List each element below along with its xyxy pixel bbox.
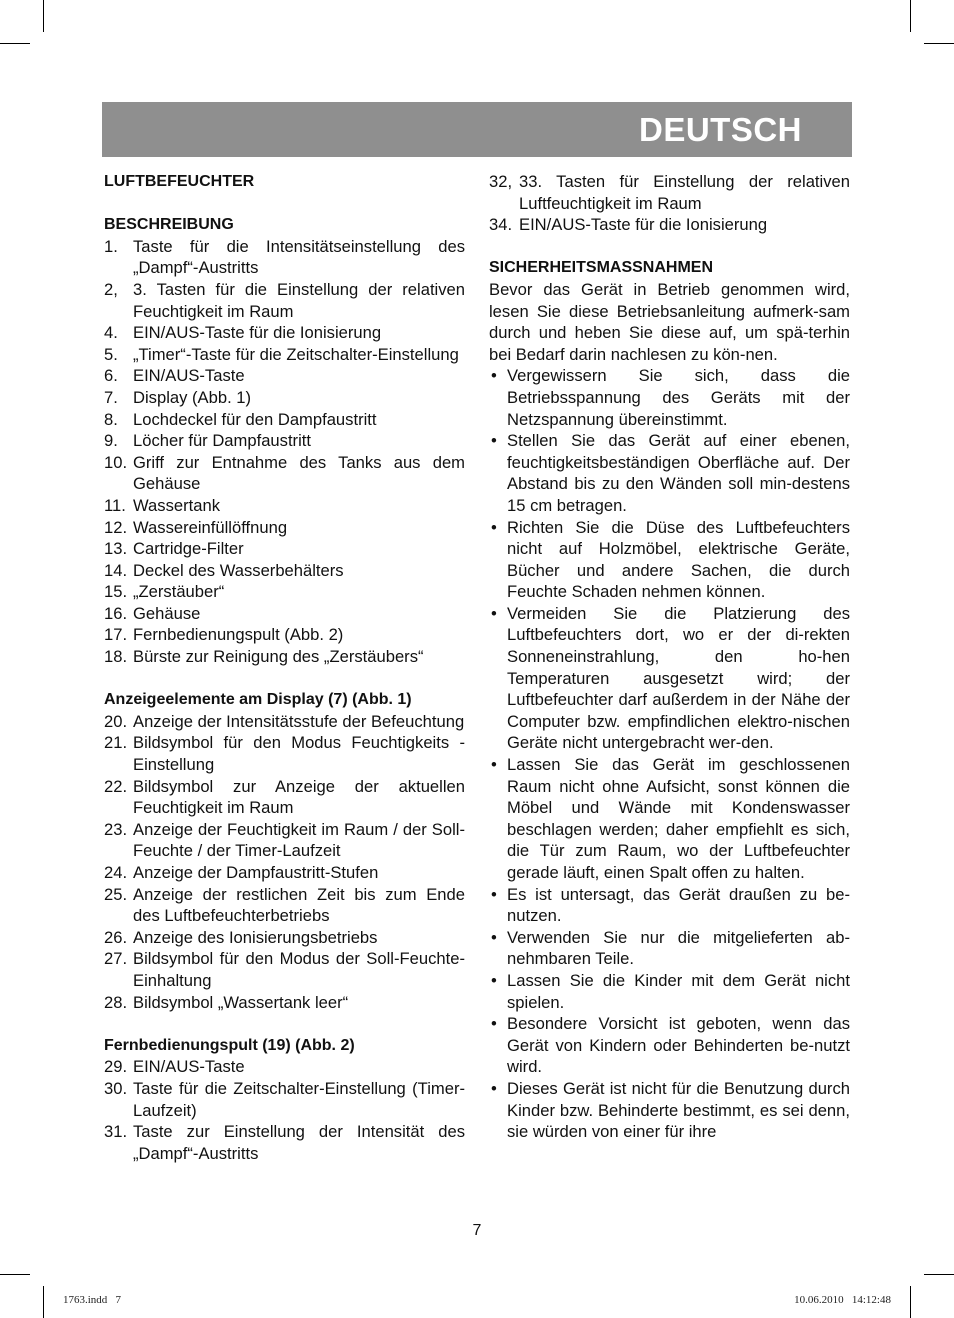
item-text: „Timer“-Taste für die Zeitschalter-Einstellung: [133, 344, 459, 364]
bullet-text: Lassen Sie die Kinder mit dem Gerät nicht spielen.: [507, 970, 850, 1012]
item-number: 34.: [489, 215, 513, 235]
list-item: [104, 387, 465, 409]
left-column: [104, 171, 465, 1164]
list-item: [104, 236, 465, 279]
item-number: 22.: [104, 776, 128, 796]
description-list: [104, 236, 465, 668]
item-number: 10.: [104, 452, 128, 472]
item-number: 4.: [104, 323, 118, 343]
item-text: Bildsymbol „Wassertank leer“: [133, 992, 349, 1012]
item-text: 3. Tasten für die Einstellung der relativen Feuchtigkeit im Raum: [133, 279, 465, 321]
list-item: [104, 322, 465, 344]
crop-mark: [0, 43, 30, 44]
item-text: EIN/AUS-Taste für die Ionisierung: [133, 323, 382, 343]
item-text: Wassereinfüllöffnung: [133, 517, 288, 537]
item-text: Taste für die Zeitschalter-Einstellung (Timer-Laufzeit): [133, 1078, 465, 1120]
list-item: [104, 884, 465, 927]
bullet-icon: •: [491, 927, 497, 947]
crop-mark: [924, 43, 954, 44]
crop-mark: [43, 0, 44, 32]
bullet-text: Stellen Sie das Gerät auf einer ebenen, feuchtigkeitsbeständigen Oberfläche auf. Der Abstand bis zu den Wänden soll min-destens 15 cm betragen.: [507, 431, 850, 515]
list-item: [104, 452, 465, 495]
item-text: Bildsymbol für den Modus der Soll-Feuchte-Einhaltung: [133, 949, 465, 990]
slug-date: 10.06.2010 14:12:48: [794, 1294, 891, 1306]
item-number: 17.: [104, 625, 128, 645]
item-number: 11.: [104, 495, 126, 515]
list-item: [104, 624, 465, 646]
list-item: [104, 365, 465, 387]
language-title: DEUTSCH: [638, 111, 802, 148]
bullet-icon: •: [491, 755, 497, 775]
item-number: 2,: [104, 279, 118, 299]
bullet-icon: •: [491, 431, 497, 451]
item-number: 9.: [104, 431, 118, 451]
list-item: [104, 927, 465, 949]
list-item: [104, 732, 465, 775]
item-text: Anzeige des Ionisierungsbetriebs: [133, 927, 378, 947]
safety-bullet: [489, 884, 850, 927]
item-text: Taste zur Einstellung der Intensität des „Dampf“-Austritts: [133, 1122, 465, 1163]
item-text: Anzeige der Dampfaustritt-Stufen: [133, 863, 379, 882]
right-column: [489, 171, 850, 1143]
item-number: 32,: [489, 172, 513, 191]
safety-heading: SICHERHEITSMASSNAHMEN: [489, 259, 714, 277]
safety-bullet: [489, 603, 850, 754]
list-item: [104, 1121, 465, 1164]
crop-mark: [910, 1286, 911, 1318]
item-text: „Zerstäuber“: [133, 582, 225, 602]
item-text: Anzeige der restlichen Zeit bis zum Ende des Luftbefeuchterbetriebs: [133, 884, 465, 926]
list-item: [104, 819, 465, 862]
list-item: [104, 776, 465, 819]
bullet-text: Verwenden Sie nur die mitgelieferten ab-nehmbaren Teile.: [507, 927, 850, 969]
remote-list: [104, 1056, 465, 1164]
bullet-icon: •: [491, 603, 497, 623]
item-text: 33. Tasten für Einstellung der relativen Luftfeuchtigkeit im Raum: [519, 172, 850, 213]
item-text: Fernbedienungspult (Abb. 2): [133, 625, 344, 645]
item-text: Löcher für Dampfaustritt: [133, 431, 311, 451]
safety-bullet: [489, 365, 850, 430]
item-number: 18.: [104, 647, 128, 667]
safety-bullet: [489, 430, 850, 516]
item-number: 25.: [104, 884, 128, 904]
bullet-icon: •: [491, 884, 497, 904]
item-text: Taste für die Intensitätseinstellung des „Dampf“-Austritts: [133, 236, 465, 278]
safety-bullet: [489, 1013, 850, 1078]
item-number: 21.: [104, 733, 128, 753]
list-item: [104, 538, 465, 560]
crop-mark: [0, 1274, 30, 1275]
item-text: Lochdeckel für den Dampfaustritt: [133, 409, 377, 429]
item-number: 26.: [104, 927, 128, 947]
item-text: Anzeige der Feuchtigkeit im Raum / der Soll-Feuchte / der Timer-Laufzeit: [133, 819, 465, 861]
item-text: Anzeige der Intensitätsstufe der Befeuchtung: [133, 711, 465, 731]
list-item: [104, 862, 465, 884]
list-item: [104, 560, 465, 582]
safety-bullet: [489, 970, 850, 1013]
item-text: Deckel des Wasserbehälters: [133, 560, 344, 580]
item-number: 7.: [104, 387, 118, 407]
bullet-icon: •: [491, 970, 497, 990]
safety-bullet: [489, 754, 850, 884]
item-number: 5.: [104, 344, 118, 364]
item-text: Cartridge-Filter: [133, 539, 244, 559]
item-number: 30.: [104, 1078, 128, 1098]
safety-list: [489, 365, 850, 1142]
slug-file: 1763.indd 7: [63, 1294, 122, 1306]
item-text: Bildsymbol zur Anzeige der aktuellen Feuchtigkeit im Raum: [133, 776, 465, 818]
item-number: 6.: [104, 366, 118, 386]
crop-mark: [910, 0, 911, 32]
item-number: 15.: [104, 582, 128, 602]
list-item: [104, 495, 465, 517]
item-number: 20.: [104, 711, 128, 731]
item-text: Display (Abb. 1): [133, 387, 252, 407]
description-heading: BESCHREIBUNG: [104, 216, 234, 234]
crop-mark: [43, 1286, 44, 1318]
item-number: 16.: [104, 603, 128, 623]
bullet-icon: •: [491, 517, 497, 537]
item-number: 8.: [104, 409, 118, 429]
bullet-text: Vermeiden Sie die Platzierung des Luftbefeuchters dort, wo er der di-rekten Sonneneinstrahlung, den ho-hen Temperaturen ausgesetzt wird; der Luftbefeuchter darf außerdem in der Nähe der Computer bzw. empfindlichen elektro-nischen Geräte nicht untergebracht wer-den.: [507, 603, 850, 753]
bullet-icon: •: [491, 1014, 497, 1034]
bullet-text: Lassen Sie das Gerät im geschlossenen Raum nicht ohne Aufsicht, sonst können die Möbel und Wände mit Kondenswasser beschlagen werden; daher empfiehlt es sich, die Tür zum Raum, wo der Luftbefeuchter gerade läuft, einen Spalt offen zu halten.: [507, 755, 850, 882]
safety-bullet: [489, 927, 850, 970]
list-item: [104, 409, 465, 431]
bullet-text: Es ist untersagt, das Gerät draußen zu be-nutzen.: [507, 884, 850, 926]
bullet-text: Richten Sie die Düse des Luftbefeuchters nicht auf Holzmöbel, elektrische Geräte, Bücher und andere Sachen, die durch Feuchte Schaden nehmen können.: [507, 517, 850, 602]
item-text: EIN/AUS-Taste: [133, 1057, 245, 1077]
item-number: 13.: [104, 539, 128, 559]
item-text: Bildsymbol für den Modus Feuchtigkeits -Einstellung: [133, 733, 465, 775]
display-heading: Anzeigeelemente am Display (7) (Abb. 1): [104, 691, 412, 709]
list-item: [104, 603, 465, 625]
list-item: [104, 646, 465, 668]
item-text: EIN/AUS-Taste: [133, 366, 245, 386]
display-list: [104, 711, 465, 1013]
item-number: 12.: [104, 517, 128, 537]
list-item: [104, 344, 465, 366]
bullet-text: Dieses Gerät ist nicht für die Benutzung durch Kinder bzw. Behinderte bestimmt, es sei denn, sie würden von einer für ihre: [507, 1078, 850, 1142]
list-item: [104, 948, 465, 991]
item-text: Bürste zur Reinigung des „Zerstäubers“: [133, 647, 424, 667]
item-text: Wassertank: [133, 495, 220, 515]
list-item: [489, 171, 850, 214]
item-number: 27.: [104, 949, 128, 969]
bullet-icon: •: [491, 366, 497, 386]
remote-heading: Fernbedienungspult (19) (Abb. 2): [104, 1036, 355, 1054]
list-item: [104, 1078, 465, 1121]
list-item: [104, 279, 465, 322]
item-text: Griff zur Entnahme des Tanks aus dem Gehäuse: [133, 452, 465, 494]
remote-list-continued: [489, 171, 850, 236]
item-number: 23.: [104, 819, 128, 839]
list-item: [104, 581, 465, 603]
item-number: 14.: [104, 560, 128, 580]
list-item: [104, 1056, 465, 1078]
item-number: 24.: [104, 863, 128, 882]
list-item: [104, 992, 465, 1014]
safety-bullet: [489, 517, 850, 603]
page-number: 7: [472, 1222, 482, 1239]
bullet-icon: •: [491, 1078, 497, 1098]
list-item: [104, 517, 465, 539]
item-text: EIN/AUS-Taste für die Ionisierung: [519, 215, 768, 235]
item-number: 31.: [104, 1122, 128, 1142]
language-banner: [102, 102, 852, 157]
crop-mark: [924, 1274, 954, 1275]
item-number: 29.: [104, 1057, 128, 1077]
product-title: LUFTBEFEUCHTER: [104, 173, 255, 190]
safety-bullet: [489, 1078, 850, 1143]
item-number: 1.: [104, 236, 118, 256]
item-text: Gehäuse: [133, 603, 201, 623]
list-item: [489, 214, 850, 236]
bullet-text: Besondere Vorsicht ist geboten, wenn das Gerät von Kindern oder Behinderten be-nutzt wird.: [507, 1014, 850, 1077]
list-item: [104, 711, 465, 733]
safety-intro: Bevor das Gerät in Betrieb genommen wird, lesen Sie diese Betriebsanleitung aufmerk-sam durch und heben Sie diese auf, um spä-terhin bei Bedarf darin nachlesen zu kön-nen.: [489, 279, 850, 364]
bullet-text: Vergewissern Sie sich, dass die Betriebsspannung des Geräts mit der Netzspannung übereinstimmt.: [507, 366, 850, 429]
list-item: [104, 430, 465, 452]
item-number: 28.: [104, 992, 128, 1012]
